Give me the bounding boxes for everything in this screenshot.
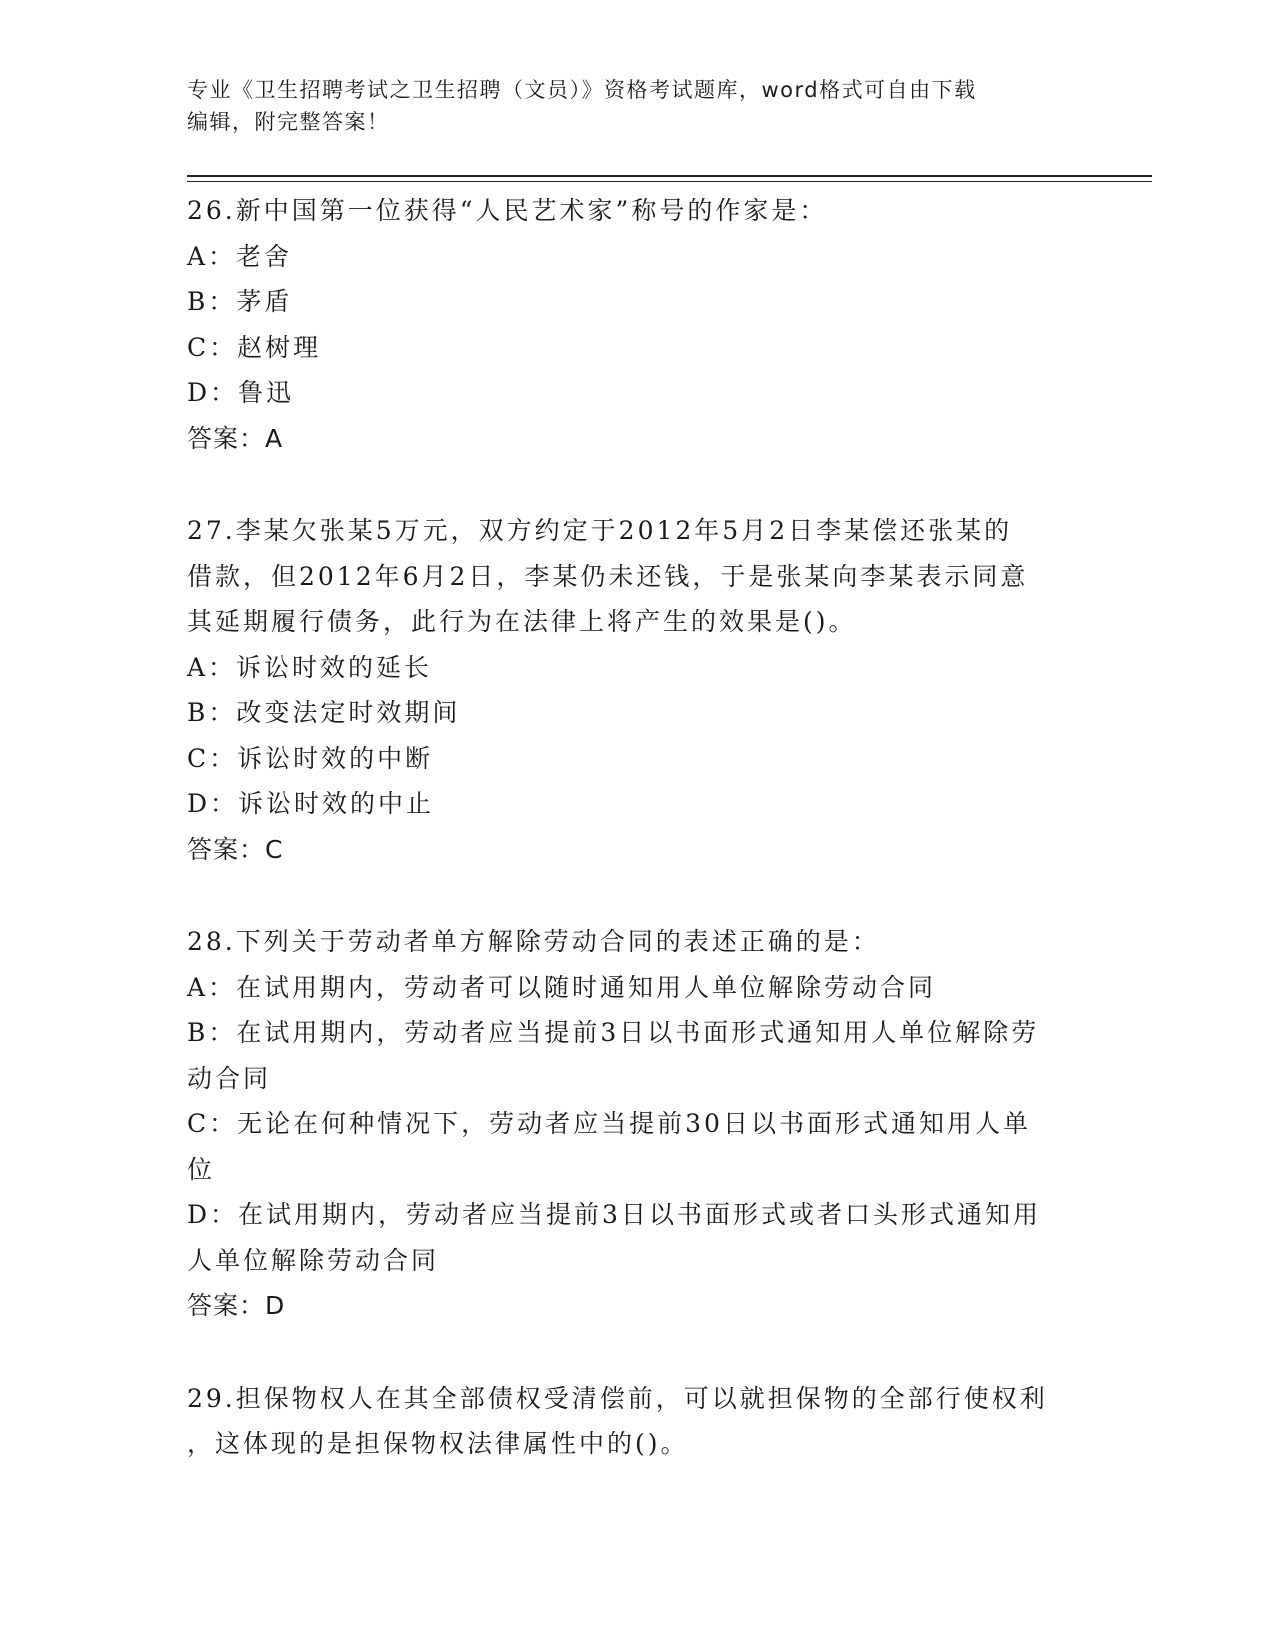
question-27 (187, 508, 1087, 872)
option-c-continued: 位 (187, 1154, 216, 1184)
answer-line: 答案：D (187, 1291, 286, 1320)
question-text-line: 26.新中国第一位获得“人民艺术家”称号的作家是： (187, 196, 828, 225)
option-a: A：诉讼时效的延长 (187, 652, 433, 682)
header-line-1: 专业《卫生招聘考试之卫生招聘（文员）》资格考试题库，word格式可自由下载 (187, 78, 977, 102)
option-d: D：在试用期内，劳动者应当提前3日以书面形式或者口头形式通知用 (187, 1200, 1041, 1229)
question-text-line: 29.担保物权人在其全部债权受清偿前，可以就担保物的全部行使权利 (187, 1383, 1048, 1413)
question-text-line: 借款，但2012年6月2日，李某仍未还钱，于是张某向李某表示同意 (187, 561, 1029, 591)
option-d-continued: 人单位解除劳动合同 (187, 1245, 440, 1275)
option-a: A：在试用期内，劳动者可以随时通知用人单位解除劳动合同 (187, 972, 937, 1002)
question-text-line: 27.李某欠张某5万元，双方约定于2012年5月2日李某偿还张某的 (187, 516, 1013, 545)
option-c: C：诉讼时效的中断 (187, 743, 434, 773)
option-b: B：茅盾 (187, 287, 293, 316)
question-29 (187, 1376, 1087, 1467)
answer-line: 答案：C (187, 834, 284, 864)
question-28 (187, 919, 1087, 1329)
question-text-line: 其延期履行债务，此行为在法律上将产生的效果是()。 (187, 607, 857, 636)
question-text-line: ，这体现的是担保物权法律属性中的()。 (187, 1429, 689, 1458)
option-b: B：在试用期内，劳动者应当提前3日以书面形式通知用人单位解除劳 (187, 1018, 1040, 1047)
header-divider-thick (187, 175, 1152, 177)
question-list (187, 188, 1087, 1514)
option-b: B：改变法定时效期间 (187, 698, 461, 727)
option-c: C：赵树理 (187, 332, 322, 362)
question-26 (187, 188, 1087, 461)
answer-line: 答案：A (187, 423, 284, 453)
option-b-continued: 动合同 (187, 1063, 272, 1093)
option-d: D：诉讼时效的中止 (187, 789, 435, 818)
question-text-line: 28.下列关于劳动者单方解除劳动合同的表述正确的是： (187, 927, 880, 956)
option-c: C：无论在何种情况下，劳动者应当提前30日以书面形式通知用人单 (187, 1109, 1031, 1138)
document-header (187, 74, 1067, 138)
header-divider-thin (187, 181, 1152, 182)
header-line-2: 编辑，附完整答案！ (187, 110, 390, 134)
option-a: A：老舍 (187, 241, 293, 271)
option-d: D：鲁迅 (187, 378, 295, 407)
